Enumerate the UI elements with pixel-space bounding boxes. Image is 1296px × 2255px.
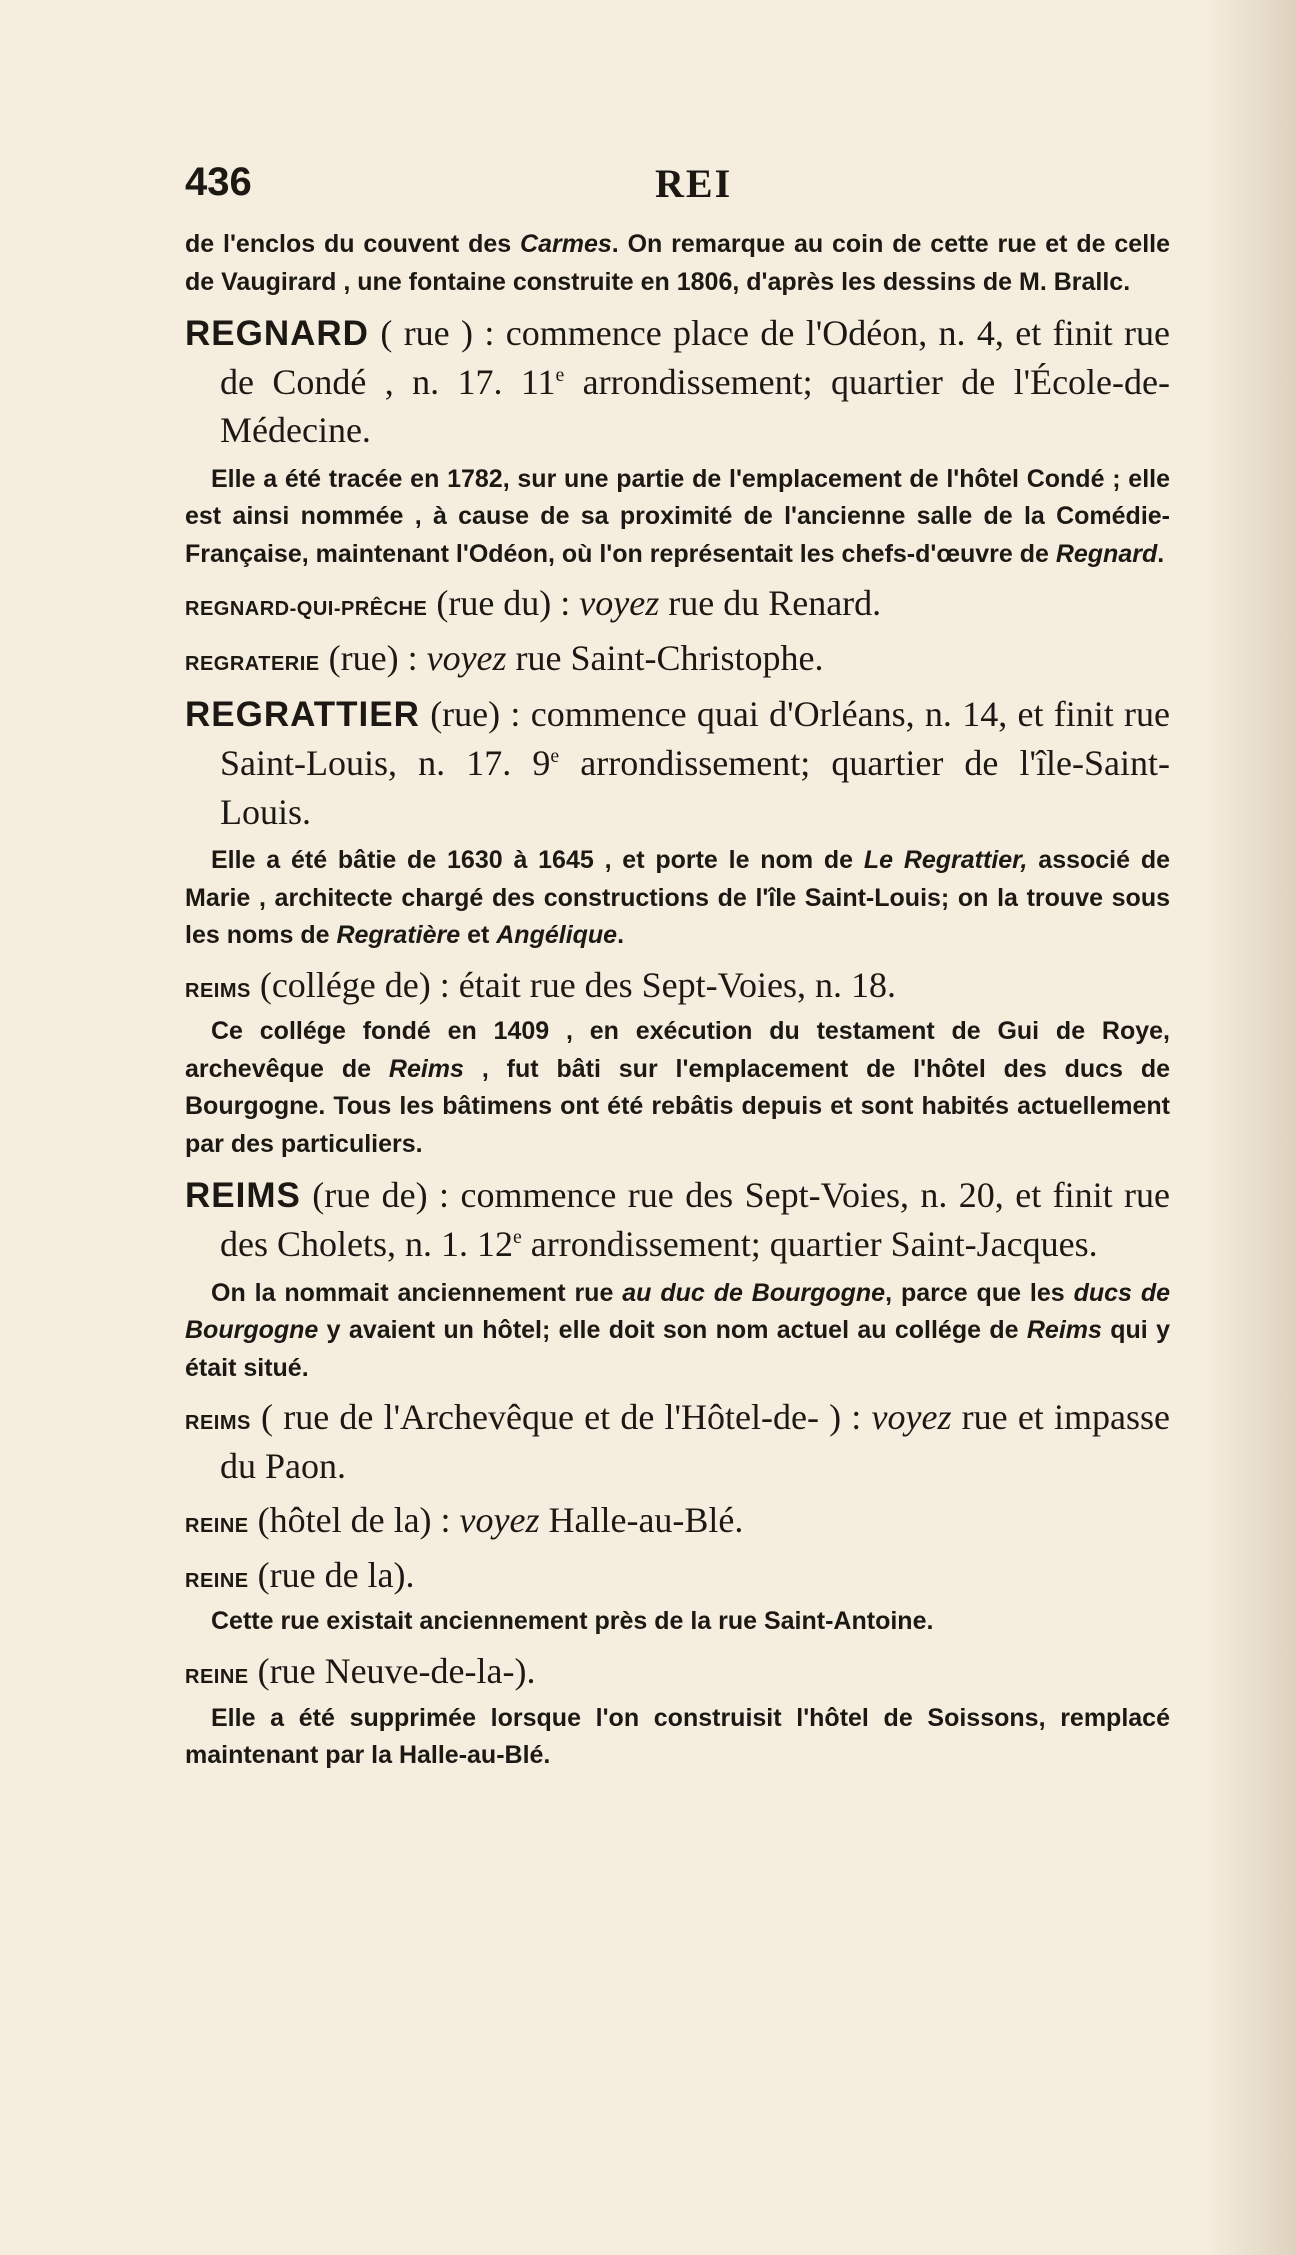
italic-run: Regratière [336, 921, 461, 950]
italic-run: voyez [426, 637, 507, 678]
entry-text: (rue Neuve-de-la-). [248, 1650, 536, 1691]
entry-text: (rue) : [319, 637, 427, 678]
entry-regnard-qui-preche [185, 579, 1170, 628]
entry-regnard [185, 309, 1170, 455]
entry-text: arrondissement; quartier de l'île-Saint-Louis. [220, 743, 1170, 832]
ordinal-suffix: e [513, 1225, 522, 1248]
entry-reims-college-description [185, 1013, 1170, 1163]
entry-headword: REINE [185, 1665, 249, 1688]
entry-text: ( rue ) : commence place de l'Odéon, n. 4, et finit rue de Condé , n. 17. 11 [220, 313, 1170, 402]
entry-headword: REGRATERIE [185, 652, 320, 675]
page-number: 436 [185, 160, 252, 204]
italic-run: voyez [871, 1397, 952, 1438]
entry-text: arrondissement; quartier Saint-Jacques. [521, 1223, 1098, 1264]
entry-text: (rue) : commence quai d'Orléans, n. 14, et finit rue Saint-Louis, n. 17. 9 [220, 694, 1170, 784]
entry-text: rue et impasse du Paon. [220, 1397, 1170, 1486]
text-run: . [1157, 539, 1165, 568]
text-run: y avaient un hôtel; elle doit son nom actuel au collége de [318, 1316, 1027, 1345]
entry-headword: REIMS [185, 979, 251, 1002]
entry-text: (hôtel de la) : [248, 1500, 460, 1541]
text-run: , fut bâti sur l'emplacement de l'hôtel des ducs de Bourgogne. Tous les bâtimens ont été rebâtis depuis et sont habités actuellement par des particuliers. [185, 1054, 1171, 1158]
entry-text: arrondissement; quartier de l'École-de-Médecine. [220, 361, 1170, 451]
entry-text: (rue du) : [427, 583, 580, 624]
italic-run: Reims [1026, 1316, 1102, 1345]
entry-headword: REIMS [185, 1412, 251, 1435]
entry-headword: REGNARD [185, 314, 369, 353]
text-run: . On remarque au coin de cette rue et de celle de Vaugirard , une fontaine construite en 1806, d'après les dessins de M. Brallc. [185, 230, 1171, 296]
entry-headword: REINE [185, 1569, 249, 1592]
page-header [185, 160, 1135, 220]
entry-reims-rue-description [185, 1275, 1170, 1388]
continuation-paragraph [185, 226, 1170, 301]
entry-headword: REGRATTIER [185, 695, 420, 735]
entry-text: rue Saint-Christophe. [506, 637, 824, 678]
entry-regrattier-description [185, 842, 1170, 955]
italic-run: Angélique [496, 921, 618, 950]
entry-text: ( rue de l'Archevêque et de l'Hôtel-de- ) : [250, 1397, 872, 1438]
text-run: Elle a été bâtie de 1630 à 1645 , et porte le nom de [211, 846, 864, 875]
text-run: et [460, 921, 497, 950]
entry-reine-rue-description: Cette rue existait anciennement près de la rue Saint-Antoine. [211, 1607, 934, 1636]
entry-reims-rue [185, 1171, 1170, 1268]
italic-run: au duc de Bourgogne [622, 1278, 886, 1307]
text-run: On la nommait anciennement rue [211, 1278, 623, 1307]
entry-headword: REIMS [185, 1176, 301, 1216]
entry-reims-college [185, 961, 1170, 1010]
text-run: qui y était situé. [185, 1316, 1170, 1382]
italic-run: Carmes [520, 230, 612, 258]
italic-run: voyez [579, 583, 660, 624]
text-run: Ce collége fondé en 1409 , en exécution du testament de Gui de Roye, archevêque de [185, 1017, 1170, 1083]
entry-text: Halle-au-Blé. [539, 1500, 744, 1541]
italic-run: voyez [459, 1500, 540, 1541]
page-binding-shadow [1206, 0, 1296, 2255]
entry-headword: REINE [185, 1515, 249, 1538]
entry-text: (rue de) : commence rue des Sept-Voies, n. 20, et finit rue des Cholets, n. 1. 12 [220, 1175, 1170, 1264]
text-run: de l'enclos du couvent des [185, 230, 521, 258]
text-run: . [617, 921, 625, 950]
page-body [185, 226, 1170, 1775]
italic-run: Reims [388, 1054, 464, 1083]
entry-headword: REGNARD-QUI-PRÊCHE [185, 598, 428, 621]
entry-regraterie [185, 634, 1170, 683]
ordinal-suffix: e [555, 363, 565, 386]
entry-text: (collége de) : était rue des Sept-Voies, n. 18. [250, 964, 896, 1005]
entry-reine-neuve-description: Elle a été supprimée lorsque l'on construisit l'hôtel de Soissons, remplacé maintenant par la Halle-au-Blé. [185, 1703, 1170, 1769]
running-head: REI [655, 161, 733, 206]
entry-reine-neuve [185, 1647, 1170, 1696]
text-run: associé de Marie , architecte chargé des constructions de l'île Saint-Louis; on la trouve sous les noms de [185, 846, 1170, 950]
entry-text: (rue de la). [248, 1554, 415, 1595]
entry-reine-hotel [185, 1496, 1170, 1545]
italic-run: ducs de Bourgogne [185, 1278, 1170, 1345]
entry-reine-rue [185, 1551, 1170, 1600]
italic-run: Regnard [1055, 539, 1158, 568]
italic-run: Le Regrattier, [863, 846, 1028, 875]
text-run: Elle a été tracée en 1782, sur une partie de l'emplacement de l'hôtel Condé ; elle est ainsi nommée , à cause de sa proximité de l'ancienne salle de la Comédie-Française, maintenant l'Odéon, où l'on représentait les chefs-d'œuvre de [185, 464, 1170, 568]
entry-text: rue du Renard. [659, 583, 882, 624]
text-run: , parce que les [885, 1278, 1074, 1307]
entry-regrattier [185, 690, 1170, 836]
entry-reims-archeveque [185, 1393, 1170, 1490]
entry-regnard-description [185, 461, 1170, 574]
ordinal-suffix: e [550, 745, 560, 768]
